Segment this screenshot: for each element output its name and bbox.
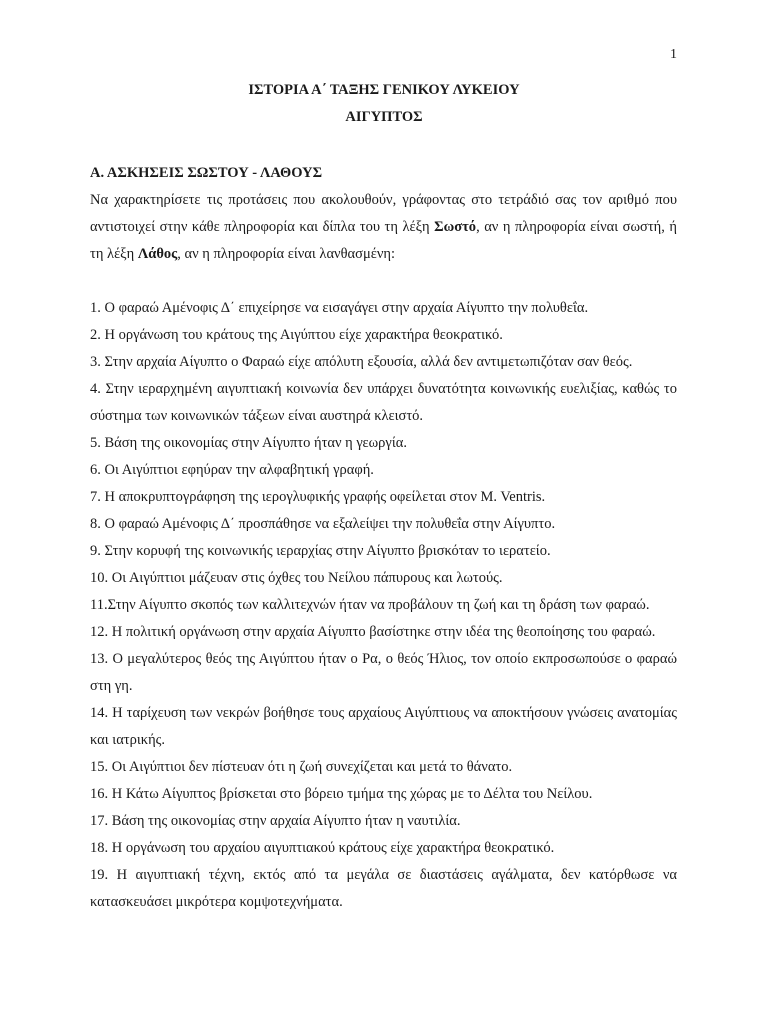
question-item: 16. Η Κάτω Αίγυπτος βρίσκεται στο βόρειο τμήμα της χώρας με το Δέλτα του Νείλου.: [90, 786, 593, 802]
question-item: 8. Ο φαραώ Αμένοφις Δ΄ προσπάθησε να εξαλείψει την πολυθεΐα στην Αίγυπτο.: [90, 516, 556, 532]
question-item: 2. Η οργάνωση του κράτους της Αιγύπτου είχε χαρακτήρα θεοκρατικό.: [90, 327, 503, 343]
question-item: 14. Η ταρίχευση των νεκρών βοήθησε τους αρχαίους Αιγύπτιους να αποκτήσουν γνώσεις ανατομίας και ιατρικής.: [90, 705, 677, 748]
page-number: 1: [670, 47, 677, 62]
question-item: 11.Στην Αίγυπτο σκοπός των καλλιτεχνών ήταν να προβάλουν τη ζωή και τη δράση των φαραώ.: [90, 597, 650, 613]
instructions-text-3: , αν η πληροφορία είναι λανθασμένη:: [177, 246, 395, 262]
question-item: 18. Η οργάνωση του αρχαίου αιγυπτιακού κράτους είχε χαρακτήρα θεοκρατικό.: [90, 840, 555, 856]
question-item: 10. Οι Αιγύπτιοι μάζευαν στις όχθες του Νείλου πάπυρους και λωτούς.: [90, 570, 503, 586]
question-item: 19. Η αιγυπτιακή τέχνη, εκτός από τα μεγάλα σε διαστάσεις αγάλματα, δεν κατόρθωσε να κατασκευάσει μικρότερα κομψοτεχνήματα.: [90, 867, 677, 910]
question-item: 15. Οι Αιγύπτιοι δεν πίστευαν ότι η ζωή συνεχίζεται και μετά το θάνατο.: [90, 759, 513, 775]
question-item: 12. Η πολιτική οργάνωση στην αρχαία Αίγυπτο βασίστηκε στην ιδέα της θεοποίησης του φαραώ.: [90, 624, 656, 640]
question-item: 7. Η αποκρυπτογράφηση της ιερογλυφικής γραφής οφείλεται στον M. Ventris.: [90, 489, 546, 505]
section-heading: Α. ΑΣΚΗΣΕΙΣ ΣΩΣΤΟΥ - ΛΑΘΟΥΣ: [90, 165, 323, 181]
instructions-text-1: Να χαρακτηρίσετε τις προτάσεις που ακολουθούν, γράφοντας στο τετράδιό σας τον αριθμό που αντιστοιχεί στην κάθε πληροφορία και δίπλα του τη λέξη: [90, 192, 677, 235]
question-item: 4. Στην ιεραρχημένη αιγυπτιακή κοινωνία δεν υπάρχει δυνατότητα κοινωνικής ευελιξίας, καθώς το σύστημα των κοινωνικών τάξεων είναι αυστηρά κλειστό.: [90, 381, 677, 424]
instructions-bold-correct: Σωστό: [434, 219, 477, 235]
question-item: 1. Ο φαραώ Αμένοφις Δ΄ επιχείρησε να εισαγάγει στην αρχαία Αίγυπτο την πολυθεΐα.: [90, 300, 589, 316]
document-title: ΙΣΤΟΡΙΑ Α΄ ΤΑΞΗΣ ΓΕΝΙΚΟΥ ΛΥΚΕΙΟΥ: [248, 82, 520, 98]
instructions-bold-wrong: Λάθος: [137, 246, 178, 262]
spacer: [90, 268, 677, 295]
document-body: [90, 160, 677, 916]
question-item: 5. Βάση της οικονομίας στην Αίγυπτο ήταν η γεωργία.: [90, 435, 407, 451]
instructions-paragraph: [90, 187, 677, 268]
question-item: 6. Οι Αιγύπτιοι εφηύραν την αλφαβητική γραφή.: [90, 462, 374, 478]
question-item: 13. Ο μεγαλύτερος θεός της Αιγύπτου ήταν ο Ρα, ο θεός Ήλιος, τον οποίο εκπροσωπούσε ο φαραώ στη γη.: [90, 651, 677, 694]
question-item: 3. Στην αρχαία Αίγυπτο ο Φαραώ είχε απόλυτη εξουσία, αλλά δεν αντιμετωπιζόταν σαν θεός.: [90, 354, 633, 370]
question-item: 17. Βάση της οικονομίας στην αρχαία Αίγυπτο ήταν η ναυτιλία.: [90, 813, 461, 829]
instructions-text-2: , αν η πληροφορία είναι σωστή, ή τη λέξη: [90, 219, 677, 262]
question-item: 9. Στην κορυφή της κοινωνικής ιεραρχίας στην Αίγυπτο βρισκόταν το ιερατείο.: [90, 543, 551, 559]
questions-list: [90, 295, 677, 916]
document-subtitle: ΑΙΓΥΠΤΟΣ: [345, 109, 423, 125]
